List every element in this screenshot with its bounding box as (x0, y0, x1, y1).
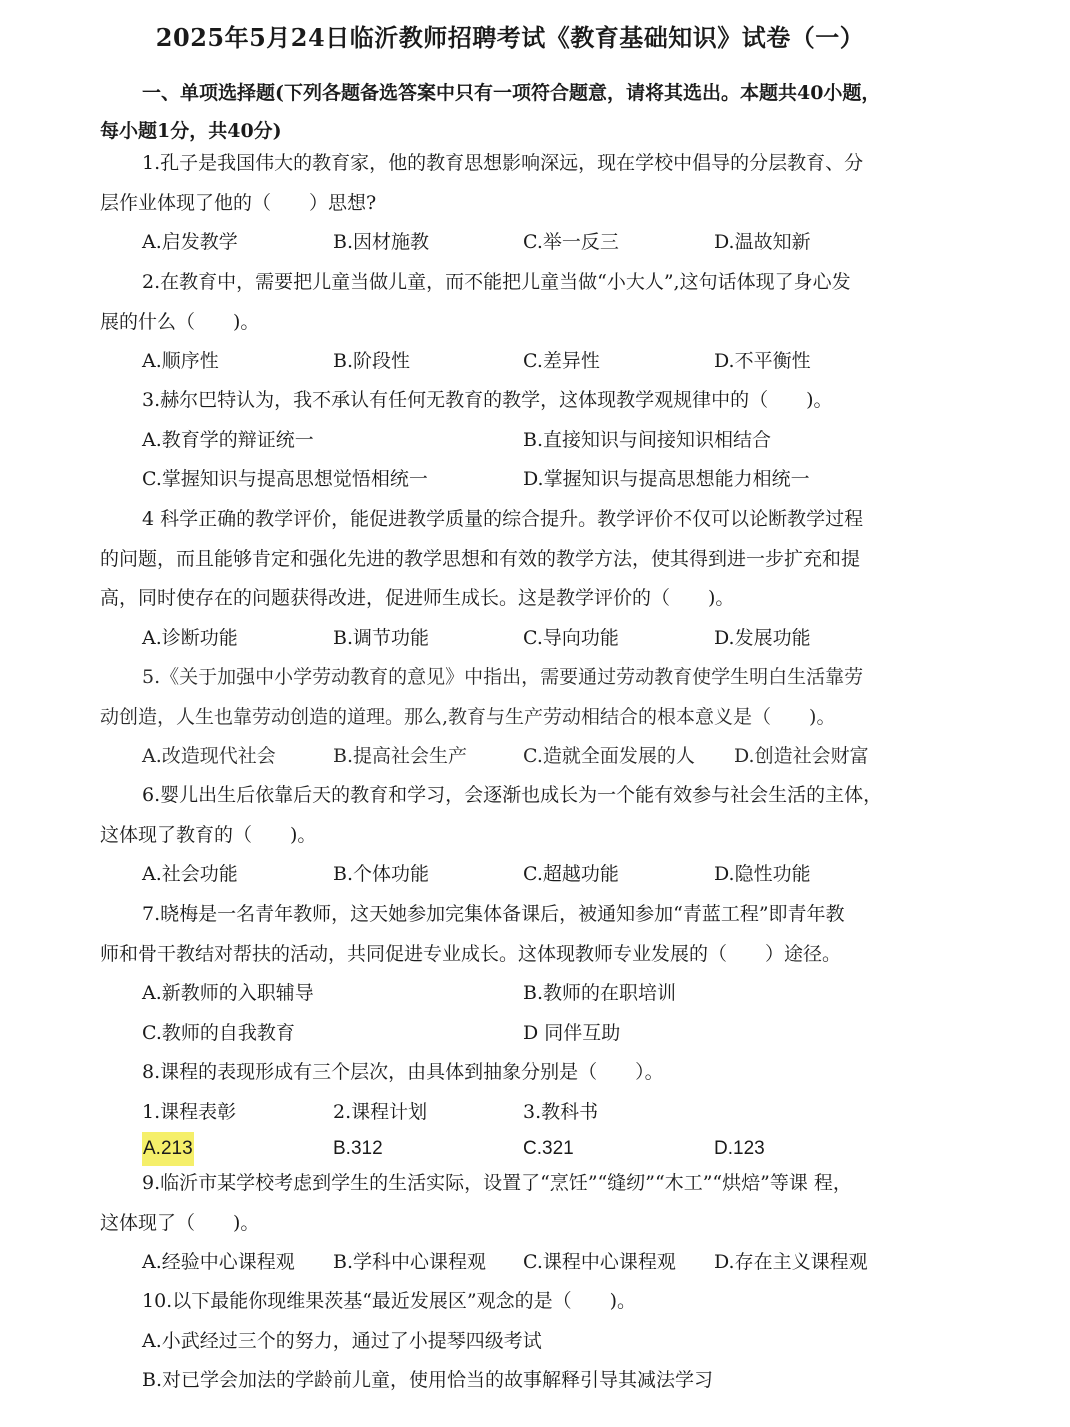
question-stem: 5.《关于加强中小学劳动教育的意见》中指出，需要通过劳动教育使学生明白生活靠劳 (142, 666, 864, 688)
question-stem: 师和骨干教结对帮扶的活动，共同促进专业成长。这体现教师专业发展的（ ）途径。 (100, 942, 842, 965)
option-a: A.启发教学 (142, 231, 238, 253)
option-b: B.提高社会生产 (333, 745, 468, 767)
section-heading (100, 74, 945, 150)
list-item: 3.教科书 (523, 1100, 599, 1123)
option-c: C.造就全面发展的人 (523, 745, 695, 767)
question-stem: 高，同时使存在的问题获得改进，促进师生成长。这是教学评价的（ )。 (100, 587, 735, 609)
option-row (100, 974, 945, 1014)
option-a: A.经验中心课程观 (142, 1251, 295, 1273)
option-a: A.新教师的入职辅导 (142, 982, 314, 1004)
option-a: A.小武经过三个的努力，通过了小提琴四级考试 (142, 1329, 542, 1352)
option-row (100, 1322, 945, 1362)
option-d: D 同伴互助 (523, 1021, 621, 1044)
option-d: D.123 (714, 1138, 765, 1159)
option-c: C.差异性 (523, 350, 600, 372)
question-10 (100, 1282, 945, 1401)
page-title: 2025年5月24日临沂教师招聘考试《教育基础知识》试卷（一） (155, 23, 865, 52)
option-d: D.创造社会财富 (734, 745, 869, 767)
option-a: A.改造现代社会 (142, 745, 276, 767)
item-row (100, 1093, 945, 1133)
option-row (100, 223, 945, 263)
question-3 (100, 381, 945, 500)
option-b: B.学科中心课程观 (333, 1251, 487, 1273)
option-b: B.直接知识与间接知识相结合 (523, 428, 772, 451)
option-d: D.掌握知识与提高思想能力相统一 (523, 468, 810, 490)
option-row (100, 460, 945, 500)
question-stem: 动创造，人生也靠劳动创造的道理。那么,教育与生产劳动相结合的根本意义是（ )。 (100, 705, 836, 728)
question-stem: 9.临沂市某学校考虑到学生的生活实际，设置了“烹饪”“缝纫”“木工”“烘焙”等课 程， (142, 1172, 852, 1194)
option-b: B.因材施教 (333, 231, 430, 253)
option-c: C.教师的自我教育 (142, 1021, 295, 1044)
option-row (100, 1014, 945, 1054)
option-a: A.诊断功能 (142, 626, 238, 649)
section-heading-line: 一、单项选择题(下列各题备选答案中只有一项符合题意，请将其选出。本题共40小题， (142, 82, 881, 104)
option-row (100, 619, 945, 659)
option-c: C.举一反三 (523, 231, 619, 253)
option-b: B.阶段性 (333, 350, 411, 372)
option-d: D.存在主义课程观 (714, 1251, 868, 1273)
option-c: C.掌握知识与提高思想觉悟相统一 (142, 468, 428, 490)
question-7 (100, 895, 945, 1053)
question-stem: 10.以下最能你现维果茨基“最近发展区”观念的是（ )。 (142, 1290, 637, 1312)
question-stem: 1.孔子是我国伟大的教育家，他的教育思想影响深远，现在学校中倡导的分层教育、分 (142, 152, 864, 174)
question-stem: 7.晓梅是一名青年教师，这天她参加完集体备课后，被通知参加“青蓝工程”即青年教 (142, 903, 845, 925)
list-item: 1.课程表彰 (142, 1100, 237, 1123)
option-row (100, 855, 945, 895)
option-row (100, 1243, 945, 1283)
option-row (100, 421, 945, 461)
question-8 (100, 1053, 945, 1166)
option-c: C.课程中心课程观 (523, 1251, 676, 1273)
option-a: A.顺序性 (142, 350, 219, 372)
section-heading-line: 每小题1分，共40分) (100, 120, 282, 142)
question-stem: 3.赫尔巴特认为，我不承认有任何无教育的教学，这体现教学观规律中的（ )。 (142, 389, 833, 411)
question-4 (100, 500, 945, 658)
question-stem: 6.婴儿出生后依靠后天的教育和学习，会逐渐也成长为一个能有效参与社会生活的主体， (142, 784, 883, 806)
option-row (100, 1361, 945, 1401)
option-d: D.不平衡性 (714, 350, 811, 372)
option-b: B.教师的在职培训 (523, 982, 677, 1004)
option-row (100, 1132, 945, 1166)
question-stem: 8.课程的表现形成有三个层次，由具体到抽象分别是（ ）。 (142, 1061, 664, 1083)
question-stem: 层作业体现了他的（ ）思想? (100, 191, 377, 214)
question-stem: 展的什么（ )。 (100, 310, 260, 333)
question-6 (100, 776, 945, 895)
option-c: C.导向功能 (523, 626, 619, 649)
question-9 (100, 1164, 945, 1283)
option-d: D.隐性功能 (714, 863, 811, 885)
option-b: B.对已学会加法的学龄前儿童，使用恰当的故事解释引导其减法学习 (142, 1369, 714, 1391)
option-c: C.超越功能 (523, 863, 619, 885)
question-stem: 4 科学正确的教学评价，能促进教学质量的综合提升。教学评价不仅可以论断教学过程 (142, 508, 864, 530)
question-5 (100, 658, 945, 777)
question-stem: 这体现了（ )。 (100, 1211, 260, 1234)
option-row (100, 342, 945, 382)
option-b: B.312 (333, 1138, 383, 1159)
question-1 (100, 144, 945, 263)
question-stem: 这体现了教育的（ )。 (100, 823, 317, 846)
question-2 (100, 263, 945, 382)
option-c: C.321 (523, 1138, 574, 1159)
option-a-highlighted: A.213 (142, 1132, 194, 1166)
question-stem: 的问题，而且能够肯定和强化先进的教学思想和有效的教学方法，使其得到进一步扩充和提 (100, 547, 861, 570)
option-d: D.发展功能 (714, 626, 811, 649)
list-item: 2.课程计划 (333, 1100, 428, 1123)
question-stem: 2.在教育中，需要把儿童当做儿童，而不能把儿童当做“小大人”,这句话体现了身心发 (142, 271, 851, 293)
option-b: B.个体功能 (333, 863, 430, 885)
option-d: D.温故知新 (714, 231, 811, 253)
option-row (100, 737, 945, 777)
option-b: B.调节功能 (333, 626, 430, 649)
option-a: A.社会功能 (142, 863, 238, 885)
option-a: A.教育学的辩证统一 (142, 428, 314, 451)
